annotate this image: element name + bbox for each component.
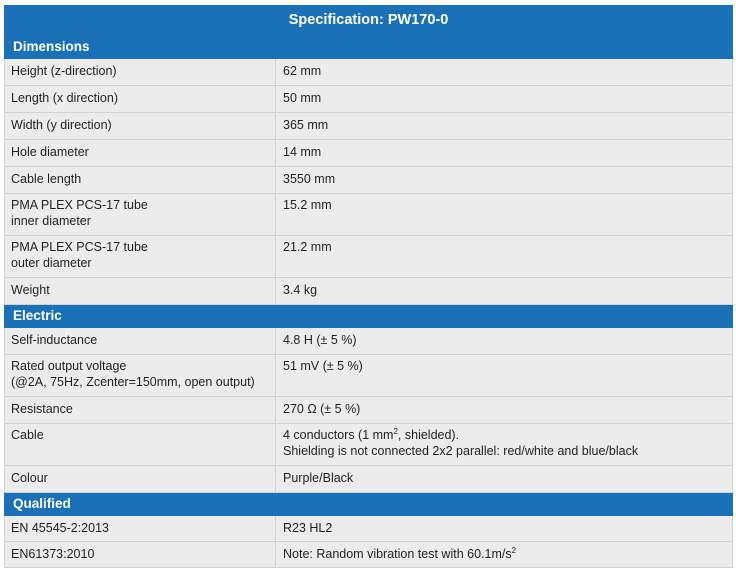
- spec-name: Resistance: [5, 397, 276, 424]
- table-title-row: [5, 6, 733, 36]
- spec-value: 3550 mm: [276, 167, 733, 194]
- spec-name: Hole diameter: [5, 140, 276, 167]
- spec-name: Self-inductance: [5, 328, 276, 355]
- section-label: Qualified: [5, 493, 733, 516]
- section-label: Electric: [5, 305, 733, 328]
- spec-value: 21.2 mm: [276, 236, 733, 278]
- spec-value: 365 mm: [276, 113, 733, 140]
- spec-value-line: [283, 428, 726, 444]
- table-row: [5, 194, 733, 236]
- table-row: [5, 113, 733, 140]
- section-header-dimensions: [5, 36, 733, 59]
- spec-name: Height (z-direction): [5, 59, 276, 86]
- spec-value: [276, 424, 733, 466]
- table-row: [5, 542, 733, 568]
- spec-name: Weight: [5, 278, 276, 305]
- value-text: , shielded).: [397, 428, 460, 442]
- spec-name: [5, 236, 276, 278]
- spec-value: 15.2 mm: [276, 194, 733, 236]
- superscript: 2: [393, 426, 398, 436]
- spec-name: Cable: [5, 424, 276, 466]
- spec-name-line: Rated output voltage: [11, 359, 127, 373]
- section-header-qualified: [5, 493, 733, 516]
- spec-name: Length (x direction): [5, 86, 276, 113]
- spec-name: EN 45545-2:2013: [5, 516, 276, 542]
- spec-value: R23 HL2: [276, 516, 733, 542]
- spec-value: 14 mm: [276, 140, 733, 167]
- spec-name-line: (@2A, 75Hz, Zcenter=150mm, open output): [11, 374, 255, 389]
- value-text: 4 conductors (1 mm: [283, 428, 394, 442]
- section-label: Dimensions: [5, 36, 733, 59]
- table-row: [5, 397, 733, 424]
- spec-value-line: Shielding is not connected 2x2 parallel: red/white and blue/black: [283, 443, 639, 458]
- spec-value: 51 mV (± 5 %): [276, 355, 733, 397]
- table-row: [5, 236, 733, 278]
- spec-name: [5, 355, 276, 397]
- spec-name-line: PMA PLEX PCS-17 tube: [11, 240, 148, 254]
- table-row: [5, 86, 733, 113]
- spec-value: [276, 542, 733, 568]
- spec-name-line: PMA PLEX PCS-17 tube: [11, 198, 148, 212]
- spec-value: 62 mm: [276, 59, 733, 86]
- spec-name-line: outer diameter: [11, 255, 92, 270]
- specification-sheet: [4, 5, 732, 568]
- spec-name: Cable length: [5, 167, 276, 194]
- spec-value: 270 Ω (± 5 %): [276, 397, 733, 424]
- spec-name: Colour: [5, 466, 276, 493]
- spec-name: [5, 194, 276, 236]
- table-row: [5, 328, 733, 355]
- table-row: [5, 59, 733, 86]
- section-header-electric: [5, 305, 733, 328]
- spec-value: 50 mm: [276, 86, 733, 113]
- table-row: [5, 278, 733, 305]
- table-title: Specification: PW170-0: [5, 6, 733, 36]
- spec-name: EN61373:2010: [5, 542, 276, 568]
- value-text: Note: Random vibration test with 60.1m/s: [283, 546, 512, 561]
- spec-value: 3.4 kg: [276, 278, 733, 305]
- table-row: [5, 516, 733, 542]
- table-row: [5, 140, 733, 167]
- table-row: [5, 424, 733, 466]
- spec-value: Purple/Black: [276, 466, 733, 493]
- spec-name-line: inner diameter: [11, 213, 91, 228]
- spec-name: Width (y direction): [5, 113, 276, 140]
- specification-table: [4, 5, 733, 568]
- superscript: 2: [511, 545, 517, 555]
- table-row: [5, 355, 733, 397]
- table-row: [5, 466, 733, 493]
- table-row: [5, 167, 733, 194]
- spec-value: 4.8 H (± 5 %): [276, 328, 733, 355]
